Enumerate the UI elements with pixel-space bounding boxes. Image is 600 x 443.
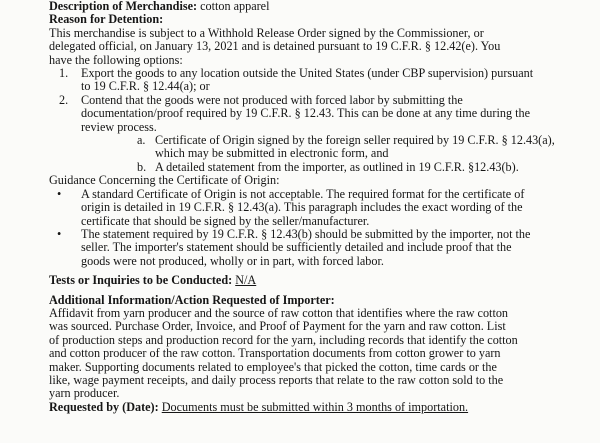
bullet-icon: • [57,186,62,201]
guidance-heading: Guidance Concerning the Certificate of Origin: [49,173,280,188]
suboption-a: a. Certificate of Origin signed by the foreign seller required by 19 C.F.R. § 12.43(a), [137,133,555,148]
intro-line: This merchandise is subject to a Withhold Release Order signed by the Commissioner, or [49,25,484,40]
bullet-1: • A standard Certificate of Origin is not acceptable. The required format for the certificate of [49,188,600,201]
additional-heading: Additional Information/Action Requested of Importer: [49,292,335,307]
option-2: 2. Contend that the goods were not produced with forced labor by submitting the [59,92,463,107]
suboption-b: b. A detailed statement from the importer, as outlined in 19 C.F.R. §12.43(b). [137,159,519,174]
suboption-label: b. [137,159,147,174]
requested-line [49,401,600,414]
tests-label: Tests or Inquiries to be Conducted: [49,273,233,288]
bullet-2-cont: goods were not produced, wholly or in part, with forced labor. [81,253,384,268]
option-number: 2. [59,92,69,107]
option-number: 1. [59,66,69,81]
tests-line [49,274,600,287]
intro-line: have the following options: [49,52,183,67]
option-2-cont: review process. [81,119,157,134]
additional-line: maker. Supporting documents related to employee's that picked the cotton, time cards or the [49,359,497,374]
bullet-2-cont: seller. The importer's statement should be sufficiently detailed and include proof that the [81,240,512,255]
additional-line: was sourced. Purchase Order, Invoice, and Proof of Payment for the yarn and raw cotton. List [49,319,506,334]
bullet-icon: • [57,226,62,241]
merchandise-label: Description of Merchandise: [49,0,198,13]
additional-line: of production steps and production record for the yarn, including records that identify the cotton [49,332,518,347]
suboption-a-cont: which may be submitted in electronic form, and [155,146,389,161]
tests-value: N/A [235,273,257,288]
bullet-1-cont: certificate that should be signed by the seller/manufacturer. [81,213,370,228]
reason-heading: Reason for Detention: [49,12,164,27]
requested-value: Documents must be submitted within 3 months of importation. [161,399,469,414]
bullet-1-cont: origin is detailed in 19 C.F.R. § 12.43(a). This paragraph includes the exact wording of the [81,200,523,215]
option-1-cont: to 19 C.F.R. § 12.44(a); or [81,79,210,94]
option-1: 1. Export the goods to any location outside the United States (under CBP supervision) pursuant [59,66,534,81]
additional-line: Affidavit from yarn producer and the source of raw cotton that identifies where the raw cotton [49,305,509,320]
additional-line: like, wage payment receipts, and daily process reports that relate to the raw cotton sold to the [49,372,504,387]
option-2-cont: documentation/proof required by 19 C.F.R. § 12.43. This can be done at any time during the [81,106,530,121]
additional-line: and cotton producer of the raw cotton. Transportation documents from cotton grower to yarn [49,346,501,361]
suboption-label: a. [137,133,146,148]
merchandise-line [49,0,600,13]
additional-line: yarn producer. [49,386,120,401]
requested-label: Requested by (Date): [49,399,159,414]
intro-line: delegated official, on January 13, 2021 and is detained pursuant to 19 C.F.R. § 12.42(e). You [49,39,501,54]
merchandise-value: cotton apparel [197,0,270,13]
bullet-2: • The statement required by 19 C.F.R. § 12.43(b) should be submitted by the importer, not the [49,228,600,241]
